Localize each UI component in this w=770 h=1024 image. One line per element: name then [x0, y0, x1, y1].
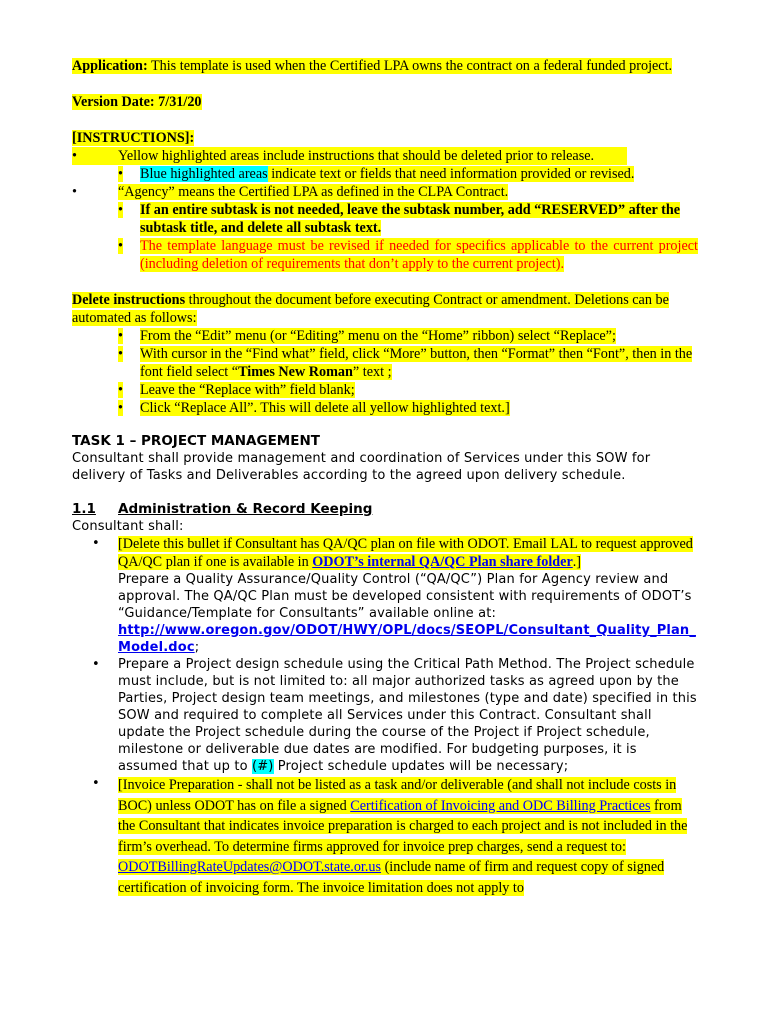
delete-instructions-paragraph: Delete instructions throughout the document before executing Contract or amendment. Deletions can be automated as follows: — [72, 292, 669, 326]
bullet-icon: • — [118, 382, 123, 398]
bullet-icon: • — [118, 400, 123, 416]
qaqc-share-folder-link[interactable]: ODOT’s internal QA/QC Plan share folder — [312, 554, 573, 570]
certification-invoicing-link[interactable]: Certification of Invoicing and ODC Billing Practices — [350, 797, 651, 814]
version-date: Version Date: 7/31/20 — [72, 94, 202, 110]
instructions-item-2-sub-2: • The template language must be revised if needed for specifics applicable to the current project (including deletion of requirements that don’t apply to the current project). — [118, 238, 698, 272]
application-text: This template is used when the Certified LPA owns the contract on a federal funded project. — [147, 58, 673, 74]
bullet-icon: • — [118, 238, 123, 254]
list-item-qaqc: • [Delete this bullet if Consultant has QA/QC plan on file with ODOT. Email LAL to request approved QA/QC plan if one is available in ODOT’s internal QA/QC Plan share folder.] Prepare a Quality Assurance/Quality Control (“QA/QC”) Plan for Agency review and approval. The QA/QC Plan must be developed consistent with requirements of ODOT’s “Guidance/Template for Consultants” available online at: http://www.oregon.gov/ODOT/HWY/OPL/docs/SEOPL/Consultant_Quality_Plan_Model.doc; — [92, 536, 696, 655]
task-1-heading: TASK 1 – PROJECT MANAGEMENT — [72, 433, 320, 449]
bullet-icon: • — [118, 328, 123, 344]
instructions-item-2: • “Agency” means the Certified LPA as defined in the CLPA Contract. — [72, 184, 509, 200]
bullet-icon: • — [72, 148, 77, 164]
delete-step-2: • With cursor in the “Find what” field, click “More” button, then “Format” then “Font”, then in the font field select “Times New Roman” text ; — [118, 346, 693, 380]
bullet-icon: • — [92, 536, 100, 551]
bullet-icon: • — [92, 657, 100, 672]
section-1-1-lead: Consultant shall: — [72, 519, 184, 534]
billing-email-link[interactable]: ODOTBillingRateUpdates@ODOT.state.or.us — [118, 859, 382, 875]
instructions-item-2-sub-1: • If an entire subtask is not needed, leave the subtask number, add “RESERVED” after the subtask title, and delete all subtask text. — [118, 202, 681, 236]
consultant-quality-plan-link[interactable]: http://www.oregon.gov/ODOT/HWY/OPL/docs/SEOPL/Consultant_Quality_Plan_Model.doc — [118, 623, 696, 655]
delete-step-3: • Leave the “Replace with” field blank; — [118, 382, 355, 398]
instructions-heading: [INSTRUCTIONS]: — [72, 130, 195, 146]
list-item-invoice: • [Invoice Preparation - shall not be listed as a task and/or deliverable (and shall not include costs in BOC) unless ODOT has on file a signed Certification of Invoicing and ODC Billing Practices from the Consultant that indicates invoice preparation is charged to each project and is not included in the firm’s overhead. To determine firms approved for invoice prep charges, send a request to: ODOTBillingRateUpdates@ODOT.state.or.us (include name of firm and request copy of signed certification of invoicing form. The invoice limitation does not apply to — [92, 776, 688, 896]
list-item-schedule: • Prepare a Project design schedule using the Critical Path Method. The Project schedule must include, but is not limited to: all major authorized tasks as agreed upon by the Parties, Project design team meetings, and milestones (type and date) specified in this SOW and required to complete all Services under this Contract. Consultant shall update the Project schedule during the course of the Project if Project schedule, milestone or deliverable due dates are modified. For budgeting purposes, it is assumed that up to (#) Project schedule updates will be necessary; — [92, 657, 697, 774]
bullet-icon: • — [118, 166, 123, 182]
bullet-icon: • — [72, 184, 77, 200]
document-page — [72, 57, 698, 898]
delete-step-1: • From the “Edit” menu (or “Editing” menu on the “Home” ribbon) select “Replace”; — [118, 328, 616, 344]
schedule-updates-placeholder: (#) — [252, 759, 274, 774]
delete-step-4: • Click “Replace All”. This will delete all yellow highlighted text.] — [118, 400, 510, 416]
bullet-icon: • — [118, 346, 123, 362]
task-1-intro: Consultant shall provide management and coordination of Services under this SOW for delivery of Tasks and Deliverables according to the agreed upon delivery schedule. — [72, 451, 651, 483]
section-1-1-heading: 1.1 Administration & Record Keeping — [72, 501, 373, 517]
instructions-item-1: • Yellow highlighted areas include instructions that should be deleted prior to release. — [72, 147, 627, 165]
bullet-icon: • — [92, 776, 100, 791]
application-paragraph — [72, 57, 698, 75]
bullet-icon: • — [118, 202, 123, 218]
instructions-item-1-sub: • Blue highlighted areas indicate text or fields that need information provided or revised. — [118, 166, 635, 182]
application-label: Application: — [72, 58, 148, 74]
